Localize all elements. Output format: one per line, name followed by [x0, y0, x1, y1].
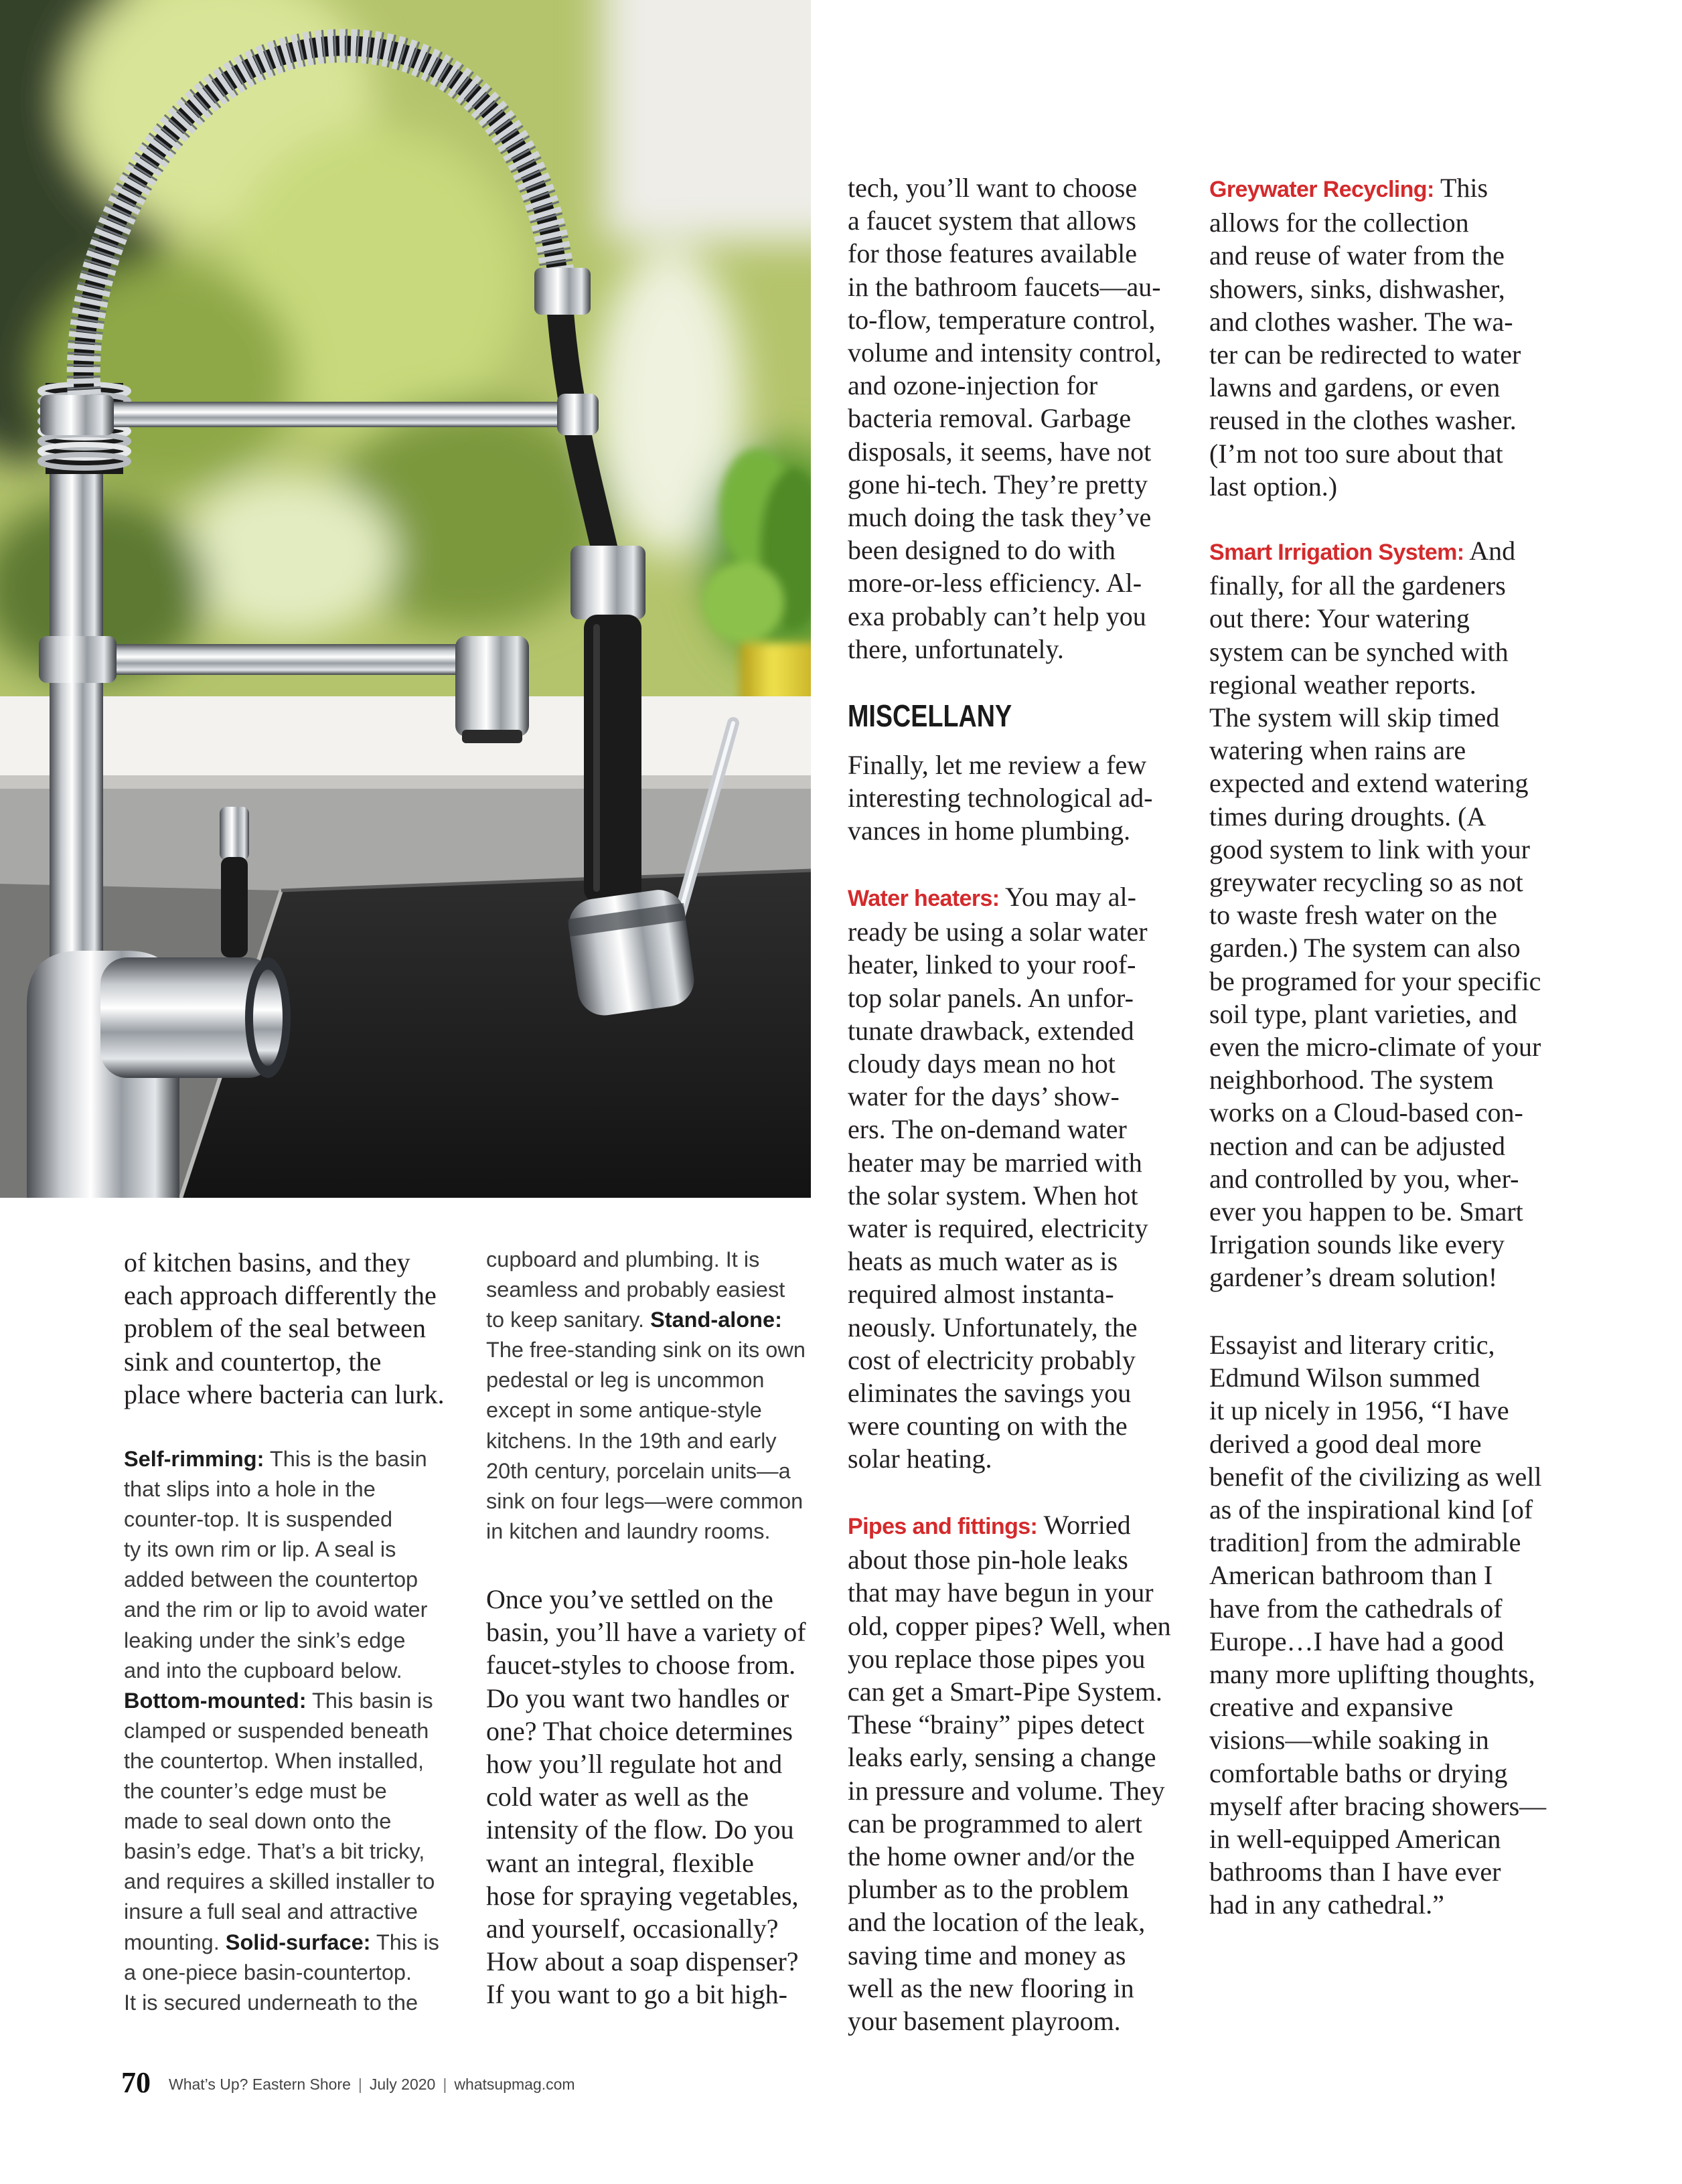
text-line: cost of electricity probably	[848, 1344, 1136, 1375]
text-line: bathrooms than I have ever	[1209, 1857, 1501, 1887]
text-line: leaks early, sensing a change	[848, 1742, 1156, 1773]
run-in-heading: Pipes and fittings:	[848, 1514, 1038, 1539]
text-line: basin’s edge. That’s a bit tricky,	[124, 1839, 425, 1864]
text-line	[124, 1444, 439, 1474]
text-line: how you’ll regulate hot and	[486, 1749, 783, 1780]
faucets-continued-text	[848, 171, 1162, 666]
text-run: This is the basin	[264, 1447, 427, 1471]
text-line: vances in home plumbing.	[848, 815, 1131, 846]
text-line: garden.) The system can also	[1209, 933, 1521, 963]
text-line: 20th century, porcelain units—a	[486, 1458, 791, 1483]
text-line: counter-top. It is suspended	[124, 1507, 393, 1532]
text-line: as of the inspirational kind [of	[1209, 1494, 1533, 1525]
text-line: Once you’ve settled on the	[486, 1584, 773, 1614]
text-line: sink on four legs—were common	[486, 1488, 804, 1513]
text-line: ter can be redirected to water	[1209, 339, 1521, 370]
text-line: required almost instanta-	[848, 1279, 1114, 1310]
text-run: Worried	[1037, 1510, 1131, 1540]
text-line	[124, 1928, 439, 1958]
text-line: The free-standing sink on its own	[486, 1338, 806, 1362]
text-line: out there: Your watering	[1209, 603, 1470, 634]
hose-clip	[534, 268, 591, 315]
text-line: works on a Cloud-based con-	[1209, 1097, 1523, 1128]
section-heading: MISCELLANY	[848, 698, 1012, 733]
text-line: in kitchen and laundry rooms.	[486, 1518, 771, 1543]
miscellany-intro-text	[848, 749, 1152, 848]
text-line: Finally, let me review a few	[848, 750, 1147, 780]
text-line: cloudy days mean no hot	[848, 1048, 1116, 1079]
text-line: and the location of the leak,	[848, 1907, 1146, 1938]
text-line: ready be using a solar water	[848, 917, 1148, 947]
text-line: interesting technological ad-	[848, 783, 1153, 813]
text-line: plumber as to the problem	[848, 1874, 1129, 1905]
pipes-fittings-text	[848, 1508, 1171, 2037]
run-in-heading: Greywater Recycling:	[1209, 177, 1434, 202]
run-in-label: Stand-alone:	[650, 1308, 782, 1332]
text-line: the counter’s edge must be	[124, 1779, 387, 1804]
text-line: system can be synched with	[1209, 636, 1509, 667]
text-line: pedestal or leg is uncommon	[486, 1368, 765, 1393]
text-line: It is secured underneath to the	[124, 1990, 418, 2015]
text-line: regional weather reports.	[1209, 669, 1476, 700]
wilson-quote-text	[1209, 1328, 1546, 1922]
page-number: 70	[121, 2066, 151, 2099]
text-line: gone hi-tech. They’re pretty	[848, 469, 1148, 499]
text-line: watering when rains are	[1209, 735, 1466, 766]
text-run: This is	[370, 1930, 439, 1954]
text-line: leaking under the sink’s edge	[124, 1628, 406, 1652]
text-line: water is required, electricity	[848, 1213, 1148, 1244]
footer-issue: July 2020	[369, 2076, 436, 2093]
spout-nozzle	[455, 636, 529, 736]
footer-credit	[169, 2074, 575, 2094]
text-line: neighborhood. The system	[1209, 1065, 1494, 1095]
upper-arm	[100, 402, 583, 427]
text-line: it up nicely in 1956, “I have	[1209, 1395, 1509, 1426]
text-line: heater, linked to your roof-	[848, 949, 1136, 980]
faucets-text	[486, 1583, 806, 2011]
text-line: How about a soap dispenser?	[486, 1946, 799, 1977]
text-line: and clothes washer. The wa-	[1209, 306, 1513, 337]
text-line: were counting on with the	[848, 1411, 1128, 1441]
text-line: that slips into a hole in the	[124, 1477, 376, 1502]
text-line: tech, you’ll want to choose	[848, 173, 1138, 203]
text-line: American bathroom than I	[1209, 1560, 1493, 1591]
text-line: well as the new flooring in	[848, 1972, 1134, 2003]
text-line: bacteria removal. Garbage	[848, 403, 1132, 434]
text-line: If you want to go a bit high-	[486, 1979, 787, 2010]
text-line: insure a full seal and attractive	[124, 1899, 418, 1924]
text-line: clamped or suspended beneath	[124, 1718, 429, 1743]
footer-website[interactable]: whatsupmag.com	[454, 2076, 575, 2093]
text-line: showers, sinks, dishwasher,	[1209, 273, 1505, 304]
text-line: kitchens. In the 19th and early	[486, 1428, 777, 1453]
text-line: hose for spraying vegetables,	[486, 1880, 799, 1911]
text-line: had in any cathedral.”	[1209, 1889, 1444, 1920]
text-line: and ozone-injection for	[848, 370, 1098, 401]
text-line: eliminates the savings you	[848, 1378, 1132, 1409]
text-line: last option.)	[1209, 471, 1338, 501]
text-line: The system will skip timed	[1209, 702, 1500, 733]
faucet-column	[50, 455, 103, 978]
text-line: be programed for your specific	[1209, 965, 1541, 996]
text-line	[848, 1508, 1171, 1543]
text-line: the countertop. When installed,	[124, 1748, 425, 1773]
text-line: place where bacteria can lurk.	[124, 1379, 445, 1409]
text-line: basin, you’ll have a variety of	[486, 1617, 806, 1648]
text-line: heats as much water as is	[848, 1246, 1118, 1277]
text-line: want an integral, flexible	[486, 1847, 754, 1878]
text-line: good system to link with your	[1209, 834, 1530, 864]
run-in-label: Self-rimming:	[124, 1447, 264, 1471]
text-line: to waste fresh water on the	[1209, 900, 1497, 931]
text-line: about those pin-hole leaks	[848, 1545, 1128, 1575]
footer-publication: What’s Up? Eastern Shore	[169, 2076, 351, 2093]
footer-separator: |	[443, 2076, 447, 2093]
text-line: Edmund Wilson summed	[1209, 1362, 1480, 1393]
text-line: that may have begun in your	[848, 1577, 1154, 1608]
text-line: faucet-styles to choose from.	[486, 1650, 796, 1681]
text-line: ever you happen to be. Smart	[1209, 1196, 1523, 1227]
text-line: made to seal down onto the	[124, 1809, 392, 1834]
text-line: expected and extend watering	[1209, 768, 1529, 799]
text-line: your basement playroom.	[848, 2006, 1121, 2037]
text-line	[1209, 171, 1521, 206]
text-line: and yourself, occasionally?	[486, 1914, 779, 1944]
text-line: can get a Smart-Pipe System.	[848, 1676, 1162, 1707]
text-line: tradition] from the admirable	[1209, 1527, 1521, 1558]
text-line: except in some antique-style	[486, 1398, 762, 1423]
text-line: saving time and money as	[848, 1940, 1126, 1970]
text-line: one? That choice determines	[486, 1715, 793, 1746]
text-line: ty its own rim or lip. A seal is	[124, 1537, 396, 1562]
text-line: visions—while soaking in	[1209, 1725, 1489, 1756]
text-line: allows for the collection	[1209, 208, 1469, 238]
text-line: greywater recycling so as not	[1209, 867, 1523, 898]
text-line	[124, 1686, 439, 1716]
text-line: and requires a skilled installer to	[124, 1869, 435, 1894]
text-line: Do you want two handles or	[486, 1683, 789, 1713]
text-line: heater may be married with	[848, 1147, 1142, 1178]
text-line: have from the cathedrals of	[1209, 1593, 1503, 1624]
footer-separator: |	[358, 2076, 362, 2093]
text-line: volume and intensity control,	[848, 337, 1162, 368]
water-heaters-text	[848, 880, 1148, 1476]
text-line: and into the cupboard below.	[124, 1658, 402, 1683]
text-line: in well-equipped American	[1209, 1824, 1501, 1855]
text-line: sink and countertop, the	[124, 1346, 382, 1377]
text-line: (I’m not too sure about that	[1209, 438, 1503, 469]
text-line: top solar panels. An unfor-	[848, 982, 1134, 1013]
text-line: and the rim or lip to avoid water	[124, 1597, 428, 1622]
sink-types-continued-text	[486, 1245, 806, 1547]
text-line: cupboard and plumbing. It is	[486, 1247, 760, 1271]
faucet-lever	[220, 807, 249, 860]
text-line: disposals, it seems, have not	[848, 436, 1152, 467]
text-line: exa probably can’t help you	[848, 601, 1146, 631]
text-line: comfortable baths or drying	[1209, 1758, 1508, 1788]
text-line: nection and can be adjusted	[1209, 1130, 1506, 1161]
text-line: lawns and gardens, or even	[1209, 372, 1501, 403]
text-run: And	[1464, 536, 1516, 566]
text-line: in the bathroom faucets—au-	[848, 271, 1161, 302]
text-line: and reuse of water from the	[1209, 240, 1505, 271]
text-line: each approach differently the	[124, 1280, 437, 1311]
text-line: of kitchen basins, and they	[124, 1247, 410, 1277]
text-line: added between the countertop	[124, 1567, 418, 1592]
text-line	[1209, 534, 1541, 569]
text-run: to keep sanitary.	[486, 1308, 651, 1332]
basins-intro-text	[124, 1246, 445, 1411]
text-line: These “brainy” pipes detect	[848, 1709, 1145, 1740]
text-line: times during droughts. (A	[1209, 801, 1486, 832]
run-in-heading: Smart Irrigation System:	[1209, 540, 1464, 565]
text-line: Europe…I have had a good	[1209, 1626, 1504, 1656]
text-line: benefit of the civilizing as well	[1209, 1461, 1542, 1492]
text-line: Irrigation sounds like every	[1209, 1229, 1505, 1260]
text-line	[848, 880, 1148, 915]
greywater-text	[1209, 171, 1521, 503]
text-line: the solar system. When hot	[848, 1180, 1138, 1211]
text-line: seamless and probably easiest	[486, 1277, 785, 1302]
run-in-label: Solid-surface:	[225, 1930, 371, 1954]
text-line: cold water as well as the	[486, 1782, 749, 1812]
run-in-heading: Water heaters:	[848, 886, 1000, 911]
text-line: derived a good deal more	[1209, 1428, 1482, 1459]
text-line: to-flow, temperature control,	[848, 304, 1156, 335]
faucet-photo	[0, 0, 811, 1198]
text-line: can be programmed to alert	[848, 1808, 1142, 1839]
text-line: neously. Unfortunately, the	[848, 1312, 1138, 1342]
text-line: finally, for all the gardeners	[1209, 570, 1506, 601]
text-line: reused in the clothes washer.	[1209, 405, 1517, 436]
text-line: old, copper pipes? Well, when	[848, 1610, 1171, 1641]
text-line: a faucet system that allows	[848, 206, 1136, 236]
text-line	[486, 1305, 806, 1335]
text-line: much doing the task they’ve	[848, 502, 1152, 533]
text-line: Essayist and literary critic,	[1209, 1330, 1495, 1360]
text-line: more-or-less efficiency. Al-	[848, 568, 1142, 599]
text-line: problem of the seal between	[124, 1313, 426, 1344]
text-line: even the micro-climate of your	[1209, 1032, 1541, 1063]
text-line: there, unfortunately.	[848, 633, 1064, 664]
text-line: you replace those pipes you	[848, 1643, 1146, 1674]
text-line: intensity of the flow. Do you	[486, 1814, 794, 1845]
text-line: been designed to do with	[848, 535, 1116, 566]
text-run: mounting.	[124, 1930, 226, 1954]
smart-irrigation-text	[1209, 534, 1541, 1294]
text-run: You may al-	[999, 882, 1136, 912]
text-run: This	[1434, 173, 1488, 203]
text-line: water for the days’ show-	[848, 1081, 1120, 1112]
text-line: and controlled by you, wher-	[1209, 1163, 1519, 1194]
text-line: solar heating.	[848, 1444, 992, 1474]
text-run: This basin is	[306, 1688, 433, 1713]
text-line: in pressure and volume. They	[848, 1775, 1165, 1806]
run-in-label: Bottom-mounted:	[124, 1688, 307, 1713]
text-line: gardener’s dream solution!	[1209, 1262, 1498, 1293]
text-line: tunate drawback, extended	[848, 1015, 1134, 1046]
sink-types-text	[124, 1444, 439, 2018]
text-line: ers. The on-demand water	[848, 1114, 1127, 1145]
text-line: many more uplifting thoughts,	[1209, 1659, 1535, 1690]
text-line: the home owner and/or the	[848, 1841, 1135, 1872]
text-line: soil type, plant varieties, and	[1209, 998, 1517, 1029]
text-line: myself after bracing showers—	[1209, 1790, 1547, 1821]
text-line: for those features available	[848, 238, 1138, 269]
text-line: creative and expansive	[1209, 1692, 1454, 1723]
text-line: a one-piece basin-countertop.	[124, 1960, 412, 1984]
